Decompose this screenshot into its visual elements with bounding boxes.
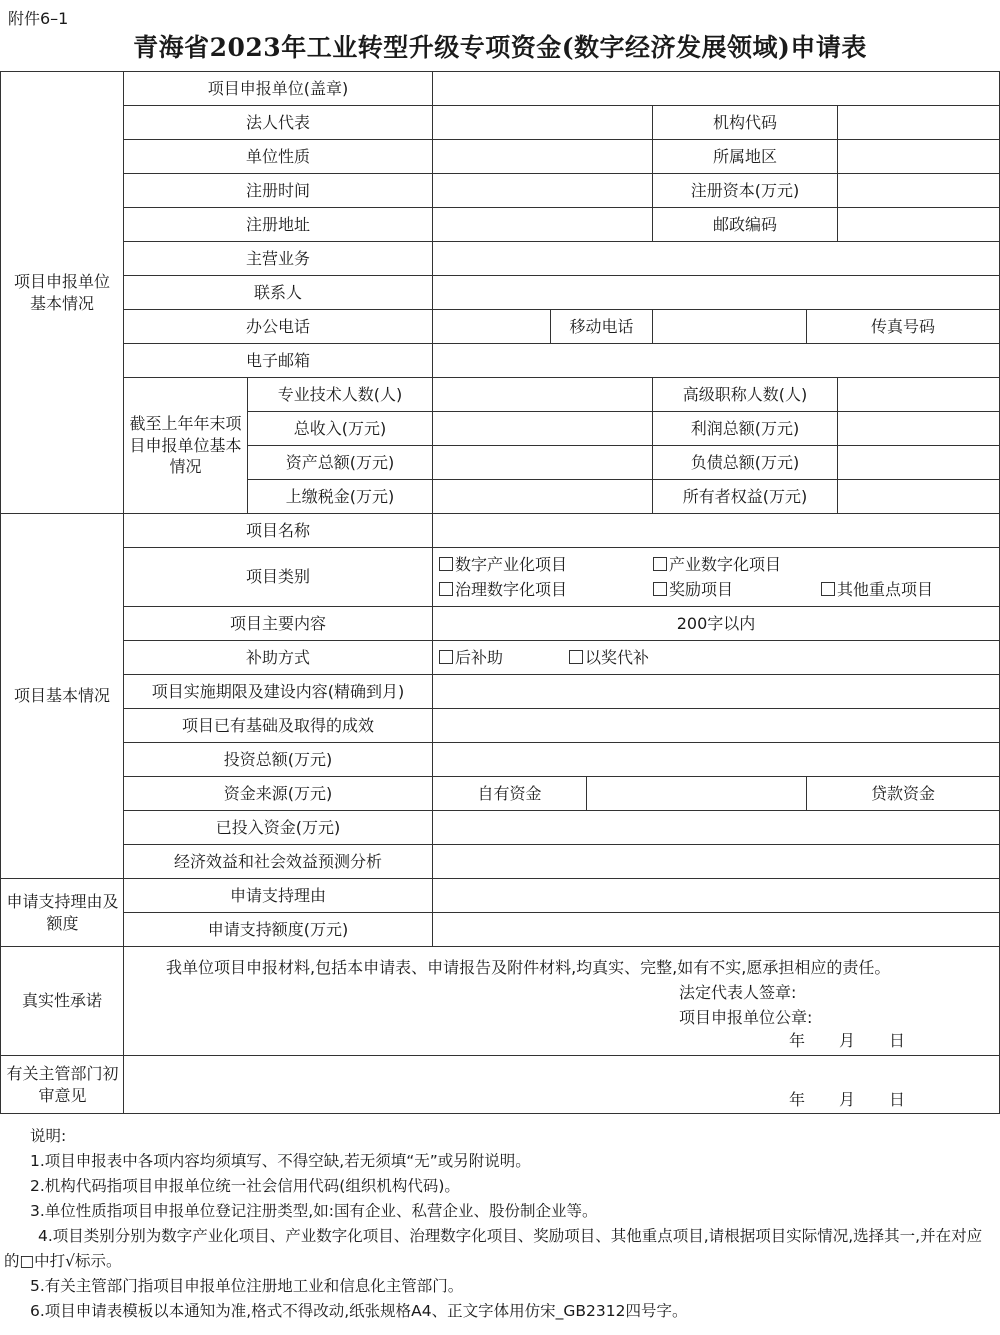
total-invest-value[interactable] xyxy=(433,743,1000,777)
unit-type-label: 单位性质 xyxy=(124,140,433,174)
assets-value[interactable] xyxy=(433,446,653,480)
legal-rep-value[interactable] xyxy=(433,106,653,140)
opinion-date[interactable] xyxy=(789,1089,905,1111)
section-support-title: 申请支持理由及额度 xyxy=(1,879,124,947)
unit-type-value[interactable] xyxy=(433,140,653,174)
opinion-area[interactable] xyxy=(124,1056,1000,1114)
main-content-value[interactable] xyxy=(433,607,1000,641)
checkbox-icon[interactable] xyxy=(439,557,453,571)
date-year: 年 xyxy=(789,1090,806,1109)
project-type-label: 项目类别 xyxy=(124,548,433,607)
option-reward-project[interactable]: 奖励项目 xyxy=(653,577,821,602)
note-item: 1.项目申报表中各项内容均须填写、不得空缺,若无须填“无”或另附说明。 xyxy=(30,1152,531,1170)
region-value[interactable] xyxy=(838,140,1000,174)
date-year: 年 xyxy=(789,1031,806,1050)
liabilities-label: 负债总额(万元) xyxy=(653,446,838,480)
checkbox-icon[interactable] xyxy=(439,650,453,664)
date-month: 月 xyxy=(839,1090,856,1109)
option-digital-industrialization[interactable]: 数字产业化项目 xyxy=(439,552,653,577)
legal-rep-label: 法人代表 xyxy=(124,106,433,140)
promise-statement: 我单位项目申报材料,包括本申请表、申请报告及附件材料,均真实、完整,如有不实,愿承担相应的责任。 xyxy=(166,958,891,977)
revenue-label: 总收入(万元) xyxy=(248,412,433,446)
total-invest-label: 投资总额(万元) xyxy=(124,743,433,777)
foundation-value[interactable] xyxy=(433,709,1000,743)
foundation-label: 项目已有基础及取得的成效 xyxy=(124,709,433,743)
assets-label: 资产总额(万元) xyxy=(248,446,433,480)
content-limit-hint: 200字以内 xyxy=(676,613,756,633)
subsidy-options xyxy=(433,641,1000,675)
office-phone-label: 办公电话 xyxy=(124,310,433,344)
note-item: 4.项目类别分别为数字产业化项目、产业数字化项目、治理数字化项目、奖励项目、其他重点项目,请根据项目实际情况,选择其一,并在对应的□中打√标示。 xyxy=(4,1227,983,1270)
own-funds-label: 自有资金 xyxy=(433,777,587,811)
unit-value[interactable] xyxy=(433,72,1000,106)
senior-staff-label: 高级职称人数(人) xyxy=(653,378,838,412)
project-name-value[interactable] xyxy=(433,514,1000,548)
fax-label: 传真号码 xyxy=(807,310,1000,344)
benefit-label: 经济效益和社会效益预测分析 xyxy=(124,845,433,879)
invested-label: 已投入资金(万元) xyxy=(124,811,433,845)
revenue-value[interactable] xyxy=(433,412,653,446)
reg-address-value[interactable] xyxy=(433,208,653,242)
profit-label: 利润总额(万元) xyxy=(653,412,838,446)
checkbox-icon[interactable] xyxy=(653,582,667,596)
support-amount-label: 申请支持额度(万元) xyxy=(124,913,433,947)
reg-time-value[interactable] xyxy=(433,174,653,208)
support-reason-label: 申请支持理由 xyxy=(124,879,433,913)
checkbox-icon[interactable] xyxy=(821,582,835,596)
option-governance-digitalization[interactable]: 治理数字化项目 xyxy=(439,577,653,602)
option-industrial-digitalization[interactable]: 产业数字化项目 xyxy=(653,552,781,577)
note-item: 6.项目申请表模板以本通知为准,格式不得改动,纸张规格A4、正文字体用仿宋_GB2312四号字。 xyxy=(30,1302,688,1320)
application-form xyxy=(0,71,1000,1114)
equity-label: 所有者权益(万元) xyxy=(653,480,838,514)
main-business-label: 主营业务 xyxy=(124,242,433,276)
period-value[interactable] xyxy=(433,675,1000,709)
promise-area xyxy=(124,947,1000,1056)
year-end-subtitle: 截至上年年末项目申报单位基本情况 xyxy=(124,378,248,514)
main-business-value[interactable] xyxy=(433,242,1000,276)
office-phone-value[interactable] xyxy=(433,310,551,344)
date-month: 月 xyxy=(839,1031,856,1050)
section-unit-info-title: 项目申报单位基本情况 xyxy=(1,72,124,514)
org-code-label: 机构代码 xyxy=(653,106,838,140)
promise-date[interactable] xyxy=(789,1030,905,1052)
taxes-value[interactable] xyxy=(433,480,653,514)
legal-rep-signature[interactable]: 法定代表人签章: xyxy=(679,983,797,1002)
form-title: 青海省2023年工业转型升级专项资金(数字经济发展领域)申请表 xyxy=(133,33,867,62)
tech-staff-value[interactable] xyxy=(433,378,653,412)
notes-label: 说明: xyxy=(30,1127,67,1145)
profit-value[interactable] xyxy=(838,412,1000,446)
support-amount-value[interactable] xyxy=(433,913,1000,947)
period-label: 项目实施期限及建设内容(精确到月) xyxy=(124,675,433,709)
contact-label: 联系人 xyxy=(124,276,433,310)
unit-label: 项目申报单位(盖章) xyxy=(124,72,433,106)
own-funds-value[interactable] xyxy=(587,777,807,811)
reg-capital-label: 注册资本(万元) xyxy=(653,174,838,208)
unit-seal[interactable]: 项目申报单位公章: xyxy=(679,1008,813,1027)
reg-address-label: 注册地址 xyxy=(124,208,433,242)
support-reason-value[interactable] xyxy=(433,879,1000,913)
project-type-options xyxy=(433,548,1000,607)
email-label: 电子邮箱 xyxy=(124,344,433,378)
mobile-value[interactable] xyxy=(653,310,807,344)
benefit-value[interactable] xyxy=(433,845,1000,879)
checkbox-icon[interactable] xyxy=(439,582,453,596)
email-value[interactable] xyxy=(433,344,1000,378)
reg-capital-value[interactable] xyxy=(838,174,1000,208)
loan-funds-label: 贷款资金 xyxy=(807,777,1000,811)
senior-staff-value[interactable] xyxy=(838,378,1000,412)
taxes-label: 上缴税金(万元) xyxy=(248,480,433,514)
reg-time-label: 注册时间 xyxy=(124,174,433,208)
checkbox-icon[interactable] xyxy=(569,650,583,664)
section-promise-title: 真实性承诺 xyxy=(1,947,124,1056)
notes xyxy=(4,1124,995,1324)
org-code-value[interactable] xyxy=(838,106,1000,140)
option-post-subsidy[interactable]: 后补助 xyxy=(439,647,569,669)
note-item: 3.单位性质指项目申报单位登记注册类型,如:国有企业、私营企业、股份制企业等。 xyxy=(30,1202,598,1220)
date-day: 日 xyxy=(889,1090,906,1109)
project-name-label: 项目名称 xyxy=(124,514,433,548)
invested-value[interactable] xyxy=(433,811,1000,845)
note-item: 5.有关主管部门指项目申报单位注册地工业和信息化主管部门。 xyxy=(30,1277,464,1295)
fund-source-label: 资金来源(万元) xyxy=(124,777,433,811)
option-other-key-project[interactable]: 其他重点项目 xyxy=(821,577,933,602)
checkbox-icon[interactable] xyxy=(653,557,667,571)
section-opinion-title: 有关主管部门初审意见 xyxy=(1,1056,124,1114)
section-project-info-title: 项目基本情况 xyxy=(1,514,124,879)
note-item: 2.机构代码指项目申报单位统一社会信用代码(组织机构代码)。 xyxy=(30,1177,460,1195)
option-reward-in-lieu[interactable]: 以奖代补 xyxy=(569,648,649,667)
mobile-label: 移动电话 xyxy=(551,310,653,344)
equity-value[interactable] xyxy=(838,480,1000,514)
liabilities-value[interactable] xyxy=(838,446,1000,480)
main-content-label: 项目主要内容 xyxy=(124,607,433,641)
region-label: 所属地区 xyxy=(653,140,838,174)
subsidy-label: 补助方式 xyxy=(124,641,433,675)
contact-value[interactable] xyxy=(433,276,1000,310)
annex-label: 附件6–1 xyxy=(8,9,69,28)
tech-staff-label: 专业技术人数(人) xyxy=(248,378,433,412)
date-day: 日 xyxy=(889,1031,906,1050)
postcode-label: 邮政编码 xyxy=(653,208,838,242)
postcode-value[interactable] xyxy=(838,208,1000,242)
